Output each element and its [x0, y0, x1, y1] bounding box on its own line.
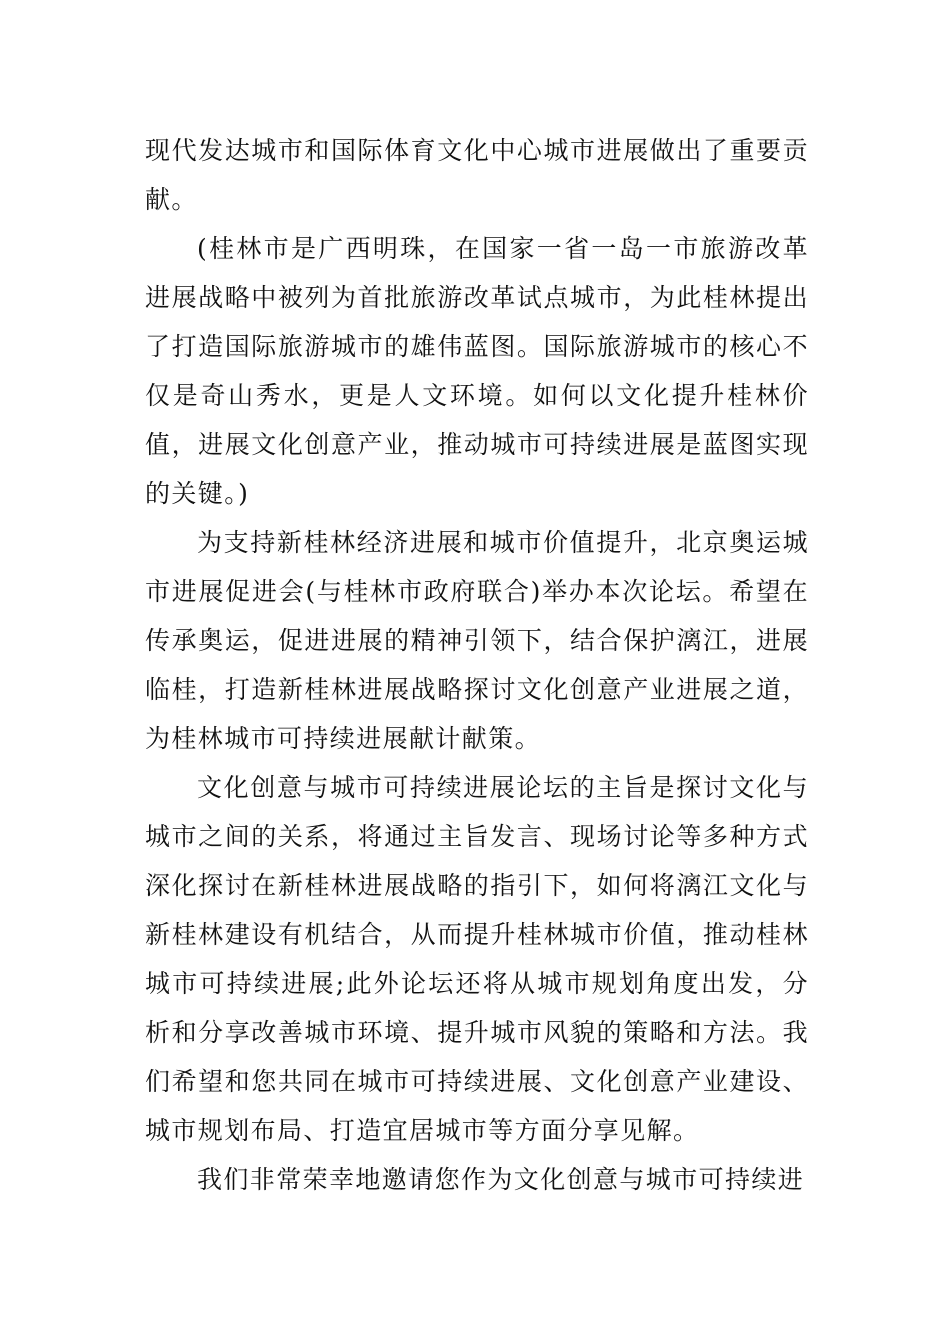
- paragraph: 现代发达城市和国际体育文化中心城市进展做出了重要贡献。: [145, 136, 809, 214]
- paragraph: 为支持新桂林经济进展和城市价值提升，北京奥运城市进展促进会(与桂林市政府联合)举办本次论坛。希望在传承奥运，促进进展的精神引领下，结合保护漓江，进展临桂，打造新桂林进展战略探讨文化创意产业进展之道，为桂林城市可持续进展献计献策。: [145, 528, 809, 753]
- paragraph: (桂林市是广西明珠，在国家一省一岛一市旅游改革进展战略中被列为首批旅游改革试点城市，为此桂林提出了打造国际旅游城市的雄伟蓝图。国际旅游城市的核心不仅是奇山秀水，更是人文环境。如何以文化提升桂林价值，进展文化创意产业，推动城市可持续进展是蓝图实现的关键。): [145, 234, 809, 508]
- paragraph: 文化创意与城市可持续进展论坛的主旨是探讨文化与城市之间的关系，将通过主旨发言、现场讨论等多种方式深化探讨在新桂林进展战略的指引下，如何将漓江文化与新桂林建设有机结合，从而提升桂林城市价值，推动桂林城市可持续进展;此外论坛还将从城市规划角度出发，分析和分享改善城市环境、提升城市风貌的策略和方法。我们希望和您共同在城市可持续进展、文化创意产业建设、城市规划布局、打造宜居城市等方面分享见解。: [145, 773, 809, 1145]
- body-text: [145, 126, 809, 1204]
- paragraph: 我们非常荣幸地邀请您作为文化创意与城市可持续进: [197, 1165, 805, 1194]
